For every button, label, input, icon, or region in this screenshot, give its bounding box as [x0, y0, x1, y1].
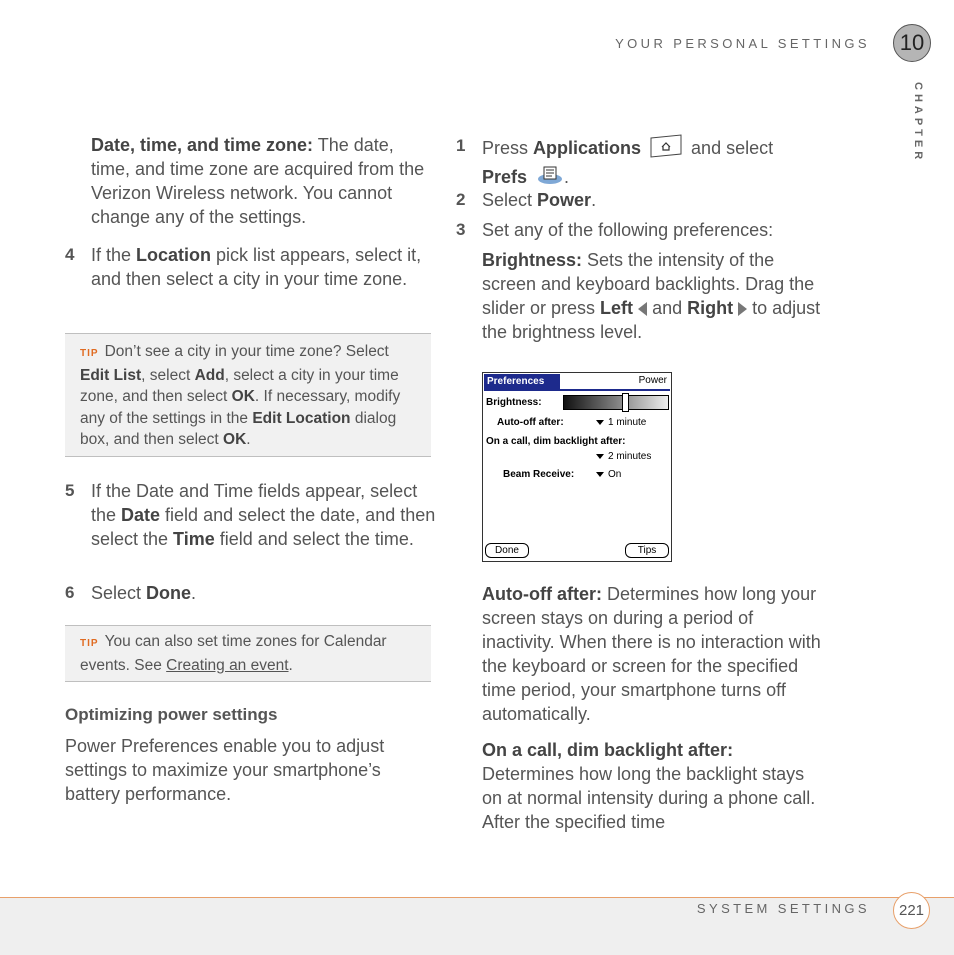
step-2-a: Select: [482, 190, 538, 210]
tip-1-add: Add: [194, 366, 225, 384]
palm-dim-label: On a call, dim backlight after:: [486, 436, 626, 447]
step-5-text: [91, 479, 436, 551]
datetime-paragraph: [91, 133, 431, 229]
right-term: Right: [687, 298, 734, 318]
tip-1-t5: dialog box, and then select: [80, 409, 397, 448]
step-3-text: Set any of the following preferences:: [482, 220, 774, 240]
home-key-icon: [648, 134, 684, 164]
brightness-label: Brightness:: [482, 250, 583, 270]
left-arrow-icon: [638, 302, 647, 316]
step-6-text: [91, 581, 431, 605]
tip-1-text: [80, 341, 420, 451]
autooff-text: Determines how long your screen stays on during a period of inactivity. When there is no interaction with the keyboard or screen for the specified time period, your smartphone turns off automatically.: [482, 584, 821, 724]
power-prefs-screenshot: [482, 372, 672, 562]
date-term: Date: [121, 505, 161, 525]
chapter-number-badge: 10: [893, 24, 931, 62]
tip-1-t6: .: [246, 431, 251, 448]
step-2-c: .: [591, 190, 597, 210]
tip-2-t1: You can also set time zones for Calendar events. See: [80, 633, 387, 674]
dropdown-arrow-icon: [596, 454, 604, 459]
step-4-text: [91, 243, 431, 291]
tip-1-t4: . If necessary, modify any of the settings in the: [80, 388, 401, 427]
tip-box-1: [65, 333, 431, 457]
prefs-term: Prefs: [482, 166, 528, 187]
running-header: YOUR PERSONAL SETTINGS: [615, 36, 870, 51]
step-5-c: field and select the date, and then select the: [91, 505, 436, 549]
step-5-number: 5: [65, 481, 75, 500]
brightness-text-1: Sets the intensity of the screen and keyboard backlights. Drag the slider or press: [482, 250, 815, 318]
palm-autooff-label: Auto-off after:: [497, 417, 564, 428]
tip-1-label: TIP: [80, 348, 99, 359]
palm-dim-picker[interactable]: [596, 451, 651, 462]
palm-done-button[interactable]: Done: [485, 543, 529, 558]
palm-dim-value: 2 minutes: [608, 451, 652, 462]
tip-1-ok-2: OK: [223, 431, 247, 448]
left-term: Left: [600, 298, 634, 318]
palm-title-rule: [484, 389, 670, 391]
step-6-c: .: [191, 583, 197, 603]
section-heading: Optimizing power settings: [65, 705, 278, 724]
location-term: Location: [136, 245, 212, 265]
step-1-number: 1: [456, 136, 466, 155]
chapter-label: CHAPTER: [912, 82, 924, 164]
datetime-label: Date, time, and time zone:: [91, 135, 314, 155]
time-term: Time: [173, 529, 215, 549]
datetime-text: The date, time, and time zone are acquired from the Verizon Wireless network. You cannot change any of the settings.: [91, 135, 425, 227]
step-4-text-a: If the: [91, 245, 137, 265]
dim-text: Determines how long the backlight stays on at normal intensity during a phone call. After the specified time: [482, 764, 816, 832]
step-1-e: .: [564, 166, 570, 187]
step-4-text-c: pick list appears, select it, and then select a city in your time zone.: [91, 245, 422, 289]
right-arrow-icon: [738, 302, 747, 316]
palm-app-name: Power: [638, 375, 667, 386]
step-1-c: and select: [686, 137, 774, 158]
autooff-label: Auto-off after:: [482, 584, 602, 604]
dim-label: On a call, dim backlight after:: [482, 740, 734, 760]
step-6-a: Select: [91, 583, 147, 603]
palm-brightness-label: Brightness:: [486, 397, 542, 408]
running-footer: SYSTEM SETTINGS: [696, 901, 870, 916]
done-term: Done: [146, 583, 192, 603]
and-text: and: [647, 298, 688, 318]
palm-autooff-picker[interactable]: [596, 417, 646, 428]
palm-tab-title: Preferences: [484, 374, 560, 389]
step-5-a: If the Date and Time fields appear, select the: [91, 481, 418, 525]
step-3-number: 3: [456, 220, 466, 239]
brightness-slider[interactable]: [563, 395, 669, 410]
autooff-paragraph: [482, 582, 827, 726]
palm-tips-button[interactable]: Tips: [625, 543, 669, 558]
creating-an-event-link[interactable]: Creating an event: [166, 656, 289, 674]
step-1-text: [482, 134, 822, 192]
tip-1-t3: , select a city in your time zone, and then select: [80, 366, 399, 405]
palm-beam-value: On: [608, 469, 622, 480]
tip-1-edit-list: Edit List: [80, 366, 142, 384]
page-number-badge: 221: [893, 892, 930, 929]
tip-1-t1: Don’t see a city in your time zone? Select: [104, 343, 389, 360]
dropdown-arrow-icon: [596, 420, 604, 425]
tip-2-label: TIP: [80, 638, 99, 649]
step-1-a: Press: [482, 137, 534, 158]
dropdown-arrow-icon: [596, 472, 604, 477]
step-2-text: [482, 188, 596, 212]
power-term: Power: [537, 190, 592, 210]
tip-2-text: [80, 631, 420, 676]
dim-paragraph: [482, 738, 827, 834]
palm-beam-label: Beam Receive:: [503, 469, 575, 480]
palm-autooff-value: 1 minute: [608, 417, 647, 428]
tip-1-edit-location: Edit Location: [252, 409, 351, 427]
applications-term: Applications: [533, 137, 642, 158]
brightness-slider-thumb[interactable]: [622, 393, 629, 412]
step-2-number: 2: [456, 190, 466, 209]
palm-beam-picker[interactable]: [596, 469, 621, 480]
brightness-text-2: to adjust the brightness level.: [482, 298, 821, 342]
step-5-e: field and select the time.: [214, 529, 414, 549]
step-6-number: 6: [65, 583, 75, 602]
brightness-paragraph: [482, 248, 822, 344]
tip-box-2: [65, 625, 431, 682]
tip-2-t2: .: [288, 656, 293, 674]
step-4-number: 4: [65, 245, 75, 264]
tip-1-ok: OK: [231, 388, 255, 405]
tip-1-t2: , select: [141, 366, 195, 384]
power-intro: Power Preferences enable you to adjust settings to maximize your smartphone’s battery performance.: [65, 736, 385, 804]
